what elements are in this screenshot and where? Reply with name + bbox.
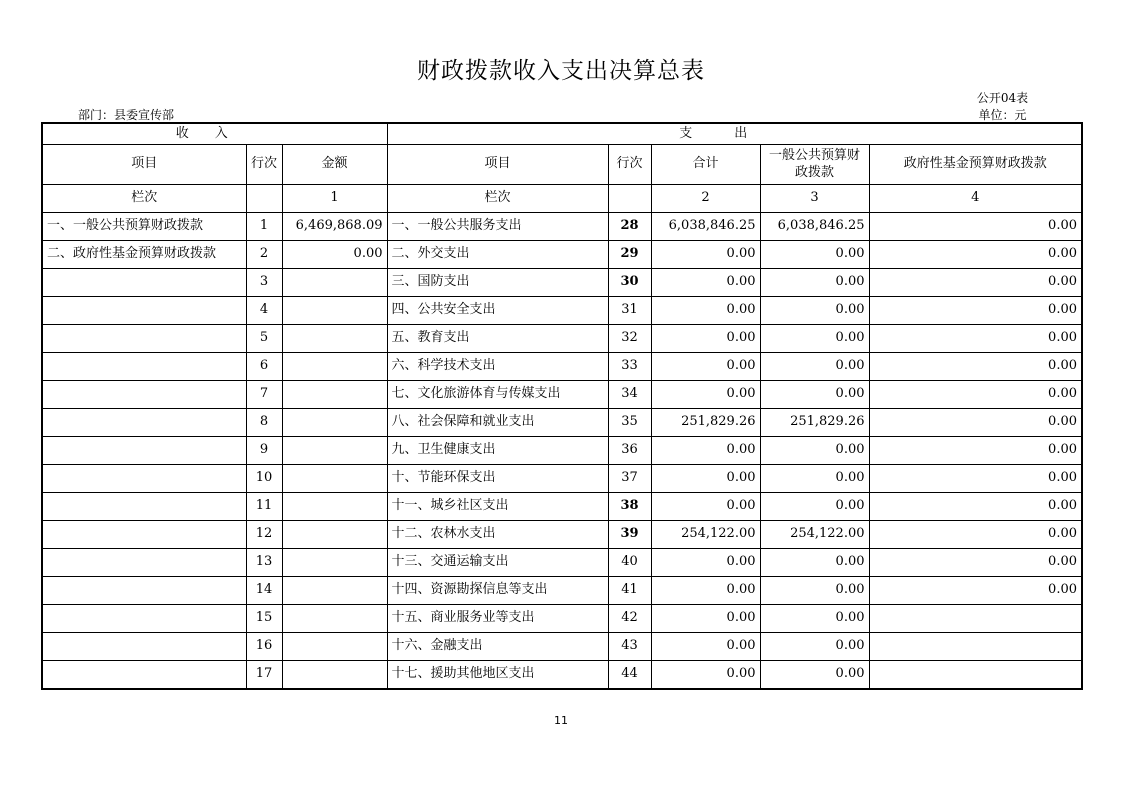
fund-budget-cell: 0.00 [869,493,1082,521]
general-budget-cell: 0.00 [760,353,869,381]
income-line-cell: 14 [246,577,282,605]
expense-line-cell: 32 [608,325,651,353]
expense-line-cell: 34 [608,381,651,409]
general-budget-cell: 6,038,846.25 [760,213,869,241]
income-line-cell: 5 [246,325,282,353]
expense-line-cell: 31 [608,297,651,325]
income-amount-cell [282,521,387,549]
income-item-cell [42,661,246,690]
income-amount-cell [282,633,387,661]
total-cell: 0.00 [651,549,760,577]
fund-budget-header: 政府性基金预算财政拨款 [869,145,1082,185]
expense-item-cell: 七、文化旅游体育与传媒支出 [387,381,608,409]
total-cell: 0.00 [651,381,760,409]
expense-item-cell: 四、公共安全支出 [387,297,608,325]
income-line-cell: 15 [246,605,282,633]
expense-item-cell: 十四、资源勘探信息等支出 [387,577,608,605]
income-line-cell: 4 [246,297,282,325]
general-budget-cell: 251,829.26 [760,409,869,437]
expense-line-cell: 38 [608,493,651,521]
income-item-cell: 二、政府性基金预算财政拨款 [42,241,246,269]
department-label: 部门：县委宣传部 [78,108,175,122]
general-budget-header: 一般公共预算财政拨款 [760,145,869,185]
fund-budget-cell [869,633,1082,661]
expense-line-cell: 39 [608,521,651,549]
table-row [42,213,1082,241]
income-line-cell: 10 [246,465,282,493]
total-cell: 0.00 [651,493,760,521]
expense-line-cell: 29 [608,241,651,269]
column-header-row [42,145,1082,185]
income-item-cell [42,297,246,325]
expense-item-cell: 十七、援助其他地区支出 [387,661,608,690]
table-row [42,297,1082,325]
total-cell: 0.00 [651,633,760,661]
income-item-cell [42,409,246,437]
income-amount-cell [282,549,387,577]
table-row [42,605,1082,633]
total-header: 合计 [651,145,760,185]
income-amount-cell [282,353,387,381]
total-cell: 254,122.00 [651,521,760,549]
expense-item-cell: 十五、商业服务业等支出 [387,605,608,633]
table-row [42,661,1082,690]
expense-line-cell: 43 [608,633,651,661]
expense-item-cell: 八、社会保障和就业支出 [387,409,608,437]
total-cell: 6,038,846.25 [651,213,760,241]
general-budget-cell: 0.00 [760,549,869,577]
income-header: 收入 [42,123,387,145]
table-row [42,577,1082,605]
expense-item-cell: 十三、交通运输支出 [387,549,608,577]
total-cell: 0.00 [651,465,760,493]
income-line-cell: 3 [246,269,282,297]
total-cell: 0.00 [651,661,760,690]
total-cell: 0.00 [651,353,760,381]
general-budget-cell: 0.00 [760,577,869,605]
section-header-row [42,123,1082,145]
income-line-cell: 12 [246,521,282,549]
expense-line-cell: 36 [608,437,651,465]
expense-item-header: 项目 [387,145,608,185]
general-budget-cell: 0.00 [760,325,869,353]
income-amount-cell [282,493,387,521]
income-item-cell [42,465,246,493]
income-item-cell [42,549,246,577]
expense-item-cell: 十六、金融支出 [387,633,608,661]
general-budget-cell: 0.00 [760,381,869,409]
column-index-4: 4 [869,185,1082,213]
income-item-cell [42,633,246,661]
fund-budget-cell: 0.00 [869,465,1082,493]
general-budget-cell: 0.00 [760,269,869,297]
expense-item-cell: 十、节能环保支出 [387,465,608,493]
fund-budget-cell [869,605,1082,633]
column-index-2: 2 [651,185,760,213]
total-cell: 0.00 [651,269,760,297]
expense-item-cell: 二、外交支出 [387,241,608,269]
income-amount-cell: 6,469,868.09 [282,213,387,241]
table-row [42,521,1082,549]
table-row [42,325,1082,353]
column-index-1: 1 [282,185,387,213]
page-number: 11 [554,714,568,727]
total-cell: 0.00 [651,297,760,325]
income-item-cell [42,437,246,465]
form-number: 公开04表 [976,91,1029,105]
income-line-cell: 1 [246,213,282,241]
income-amount-cell [282,605,387,633]
total-cell: 0.00 [651,241,760,269]
expense-item-cell: 十二、农林水支出 [387,521,608,549]
income-line-cell: 8 [246,409,282,437]
table-row [42,493,1082,521]
income-amount-cell: 0.00 [282,241,387,269]
column-index-label: 栏次 [42,185,246,213]
fund-budget-cell: 0.00 [869,213,1082,241]
income-line-cell: 16 [246,633,282,661]
expense-item-cell: 十一、城乡社区支出 [387,493,608,521]
income-item-cell [42,353,246,381]
table-row [42,549,1082,577]
income-amount-cell [282,297,387,325]
income-line-cell: 9 [246,437,282,465]
total-cell: 0.00 [651,577,760,605]
expense-line-cell: 42 [608,605,651,633]
income-line-cell: 13 [246,549,282,577]
general-budget-cell: 254,122.00 [760,521,869,549]
column-index-blank [246,185,282,213]
expense-line-cell: 35 [608,409,651,437]
table-row [42,465,1082,493]
expense-line-header: 行次 [608,145,651,185]
income-item-cell [42,325,246,353]
general-budget-cell: 0.00 [760,241,869,269]
fund-budget-cell: 0.00 [869,437,1082,465]
expense-item-cell: 三、国防支出 [387,269,608,297]
table-row [42,269,1082,297]
income-amount-header: 金额 [282,145,387,185]
total-cell: 0.00 [651,437,760,465]
fund-budget-cell: 0.00 [869,269,1082,297]
income-line-cell: 11 [246,493,282,521]
expense-line-cell: 37 [608,465,651,493]
income-line-cell: 7 [246,381,282,409]
expense-line-cell: 41 [608,577,651,605]
fund-budget-cell: 0.00 [869,297,1082,325]
table-row [42,353,1082,381]
fund-budget-cell: 0.00 [869,325,1082,353]
income-amount-cell [282,577,387,605]
fund-budget-cell: 0.00 [869,381,1082,409]
column-index-3: 3 [760,185,869,213]
income-item-cell [42,269,246,297]
general-budget-cell: 0.00 [760,465,869,493]
expense-item-cell: 九、卫生健康支出 [387,437,608,465]
total-cell: 0.00 [651,325,760,353]
income-item-cell [42,605,246,633]
unit-label: 单位：元 [978,108,1027,122]
table-row [42,409,1082,437]
general-budget-cell: 0.00 [760,661,869,690]
total-cell: 0.00 [651,605,760,633]
fund-budget-cell: 0.00 [869,549,1082,577]
expense-line-cell: 30 [608,269,651,297]
expense-item-cell: 一、一般公共服务支出 [387,213,608,241]
income-item-header: 项目 [42,145,246,185]
expense-line-cell: 44 [608,661,651,690]
expense-line-cell: 33 [608,353,651,381]
fund-budget-cell: 0.00 [869,353,1082,381]
income-line-cell: 2 [246,241,282,269]
income-item-cell [42,521,246,549]
expense-item-cell: 六、科学技术支出 [387,353,608,381]
income-item-cell [42,493,246,521]
fund-budget-cell: 0.00 [869,241,1082,269]
page-title: 财政拨款收入支出决算总表 [417,58,705,84]
general-budget-cell: 0.00 [760,437,869,465]
general-budget-cell: 0.00 [760,493,869,521]
column-index-label-2: 栏次 [387,185,608,213]
table-row [42,437,1082,465]
fund-budget-cell: 0.00 [869,409,1082,437]
fund-budget-cell: 0.00 [869,521,1082,549]
income-amount-cell [282,269,387,297]
income-line-header: 行次 [246,145,282,185]
income-amount-cell [282,325,387,353]
fund-budget-cell: 0.00 [869,577,1082,605]
income-amount-cell [282,409,387,437]
expense-item-cell: 五、教育支出 [387,325,608,353]
income-item-cell: 一、一般公共预算财政拨款 [42,213,246,241]
income-line-cell: 6 [246,353,282,381]
income-amount-cell [282,465,387,493]
column-index-blank-2 [608,185,651,213]
income-amount-cell [282,381,387,409]
table-row [42,241,1082,269]
income-amount-cell [282,437,387,465]
income-line-cell: 17 [246,661,282,690]
income-amount-cell [282,661,387,690]
finance-table [41,122,1083,690]
expense-line-cell: 28 [608,213,651,241]
expense-header: 支出 [387,123,1082,145]
table-row [42,381,1082,409]
income-item-cell [42,381,246,409]
table-row [42,633,1082,661]
general-budget-cell: 0.00 [760,633,869,661]
general-budget-cell: 0.00 [760,297,869,325]
column-index-row [42,185,1082,213]
expense-line-cell: 40 [608,549,651,577]
fund-budget-cell [869,661,1082,690]
general-budget-cell: 0.00 [760,605,869,633]
income-item-cell [42,577,246,605]
total-cell: 251,829.26 [651,409,760,437]
